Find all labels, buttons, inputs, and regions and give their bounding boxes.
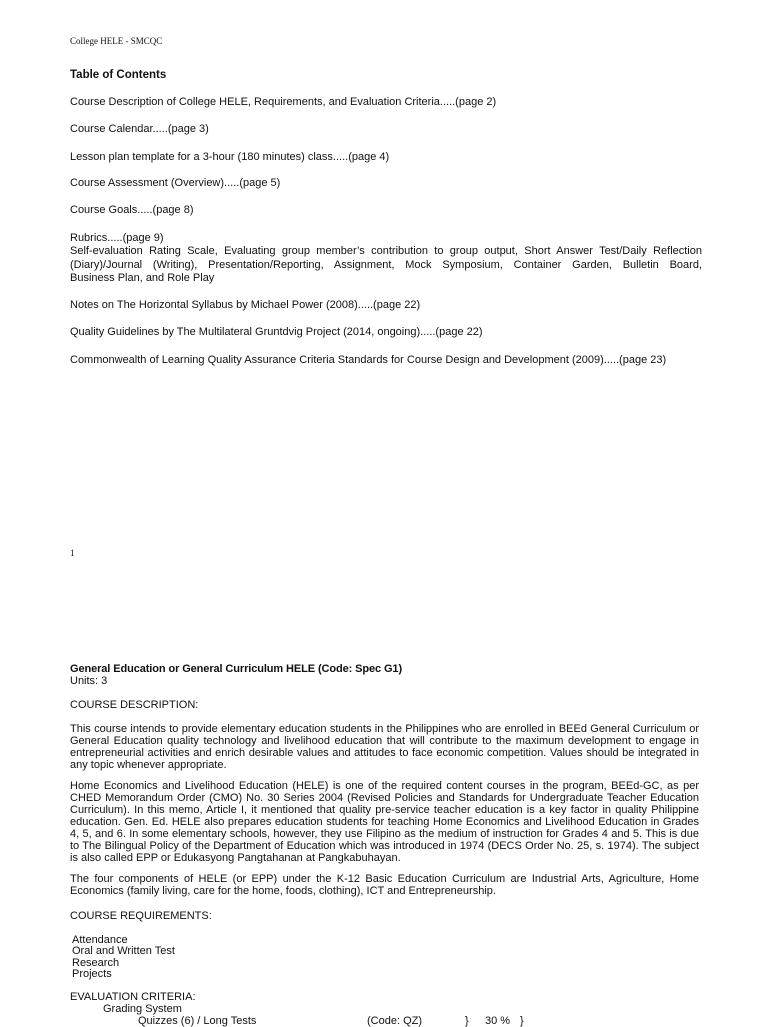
toc-entry: Commonwealth of Learning Quality Assurance Criteria Standards for Course Design and Development (2009).....(page 23) (70, 354, 667, 366)
rubrics-line: Business Plan, and Role Play (70, 272, 215, 284)
rubrics-line: Self-evaluation Rating Scale, Evaluating group member’s contribution to group output, Short Answer Test/Daily Reflection (70, 245, 702, 257)
course-units: Units: 3 (70, 675, 108, 687)
requirement-item: Attendance (72, 934, 128, 946)
grading-system-label: Grading System (103, 1003, 182, 1015)
evaluation-criteria-heading: EVALUATION CRITERIA: (70, 991, 196, 1003)
requirement-item: Research (72, 957, 120, 969)
requirement-item: Oral and Written Test (72, 945, 175, 957)
requirement-item: Projects (72, 968, 112, 980)
grading-code: (Code: QZ) (367, 1015, 423, 1027)
page-number: 1 (70, 548, 75, 558)
grading-row (0, 1015, 768, 1027)
toc-entry: Course Goals.....(page 8) (70, 204, 194, 216)
toc-entry: Course Description of College HELE, Requirements, and Evaluation Criteria.....(page 2) (70, 96, 497, 108)
grading-brace: } (465, 1015, 469, 1027)
toc-title: Table of Contents (70, 69, 167, 81)
toc-entry-rubrics: Rubrics.....(page 9) (70, 232, 164, 244)
toc-entry: Notes on The Horizontal Syllabus by Michael Power (2008).....(page 22) (70, 299, 421, 311)
grading-brace: } (520, 1015, 524, 1027)
toc-entry: Lesson plan template for a 3-hour (180 minutes) class.....(page 4) (70, 151, 390, 163)
grading-percent: 30 % (485, 1015, 511, 1027)
course-title: General Education or General Curriculum HELE (Code: Spec G1) (70, 663, 403, 675)
page-header: College HELE - SMCQC (70, 36, 163, 46)
description-paragraph: Home Economics and Livelihood Education (HELE) is one of the required content courses in the program, BEEd-GC, as per CHED Memorandum Order (CMO) No. 30 Series 2004 (Revised Policies and Standards for Undergraduate Teacher Education Curriculum). In this memo, Article I, it mentioned that quality pre-service teacher education is a key factor in quality Philippine education. Gen. Ed. HELE also prepares education students for teaching Home Economics and Livelihood Education in Grades 4, 5, and 6. In some elementary schools, however, they use Filipino as the medium of instruction for Grades 4 and 5. This is due to The Bilingual Policy of the Department of Education which was introduced in 1974 (DECS Order No. 25, s. 1974). The subject is also called EPP or Edukasyong Pangtahanan at Pangkabuhayan. (70, 780, 699, 864)
toc-entry: Course Calendar.....(page 3) (70, 123, 209, 135)
toc-entry: Quality Guidelines by The Multilateral Gruntdvig Project (2014, ongoing).....(page 22) (70, 326, 483, 338)
course-description-heading: COURSE DESCRIPTION: (70, 699, 199, 711)
description-paragraph: This course intends to provide elementary education students in the Philippines who are enrolled in BEEd General Curriculum or General Education quality technology and livelihood education that will contribute to the maximum development to engage in entrepreneurial activities and enrich desirable values and attitudes to face economic competition. Values should be integrated in any topic whenever appropriate. (70, 723, 699, 771)
grading-item: Quizzes (6) / Long Tests (138, 1015, 257, 1027)
description-paragraph: The four components of HELE (or EPP) under the K-12 Basic Education Curriculum are Industrial Arts, Agriculture, Home Economics (family living, care for the home, foods, clothing), ICT and Entrepreneurship. (70, 873, 699, 897)
course-requirements-heading: COURSE REQUIREMENTS: (70, 910, 212, 922)
rubrics-line: (Diary)/Journal (Writing), Presentation/Reporting, Assignment, Mock Symposium, Container Garden, Bulletin Board, (70, 259, 702, 271)
toc-entry: Course Assessment (Overview).....(page 5) (70, 177, 281, 189)
